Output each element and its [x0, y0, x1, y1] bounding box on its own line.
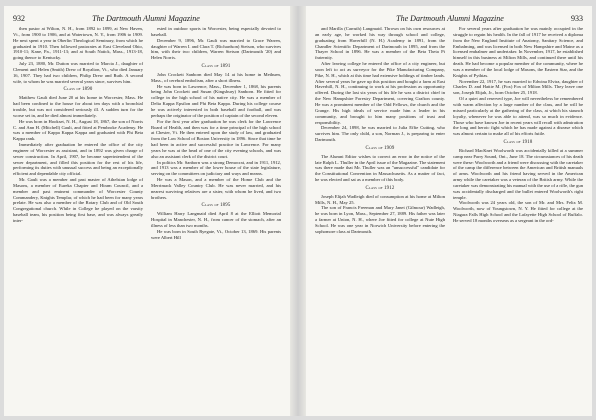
paragraph: Joseph Elijah Wadleigh died of consumption at his home at Milton Mills, N. H., May 25. [315, 193, 445, 205]
left-page-header [13, 14, 281, 23]
right-page-header [315, 14, 583, 23]
right-page [306, 6, 592, 416]
class-heading: Class of 1895 [201, 203, 231, 209]
right-running-title: The Dartmouth Alumni Magazine [396, 14, 504, 23]
page-gutter [290, 6, 306, 416]
class-heading: Class of 1891 [201, 64, 231, 70]
right-column-1 [315, 26, 445, 235]
paragraph: ested in outdoor sports in Worcester, being especially devoted to baseball. [151, 26, 281, 37]
paragraph: He was born in Lawrence, Mass., December 1, 1868, his parents being John Crockett and Susan (Kingsbury) Sanborn. He fitted for college in the high school of his native city. He was a member of Delta Kappa Epsilon and Phi Beta Kappa. During his college course he was actively interested in both baseball and football, and was perhaps the originator of the position of captain of the second eleven. [151, 83, 281, 118]
paragraph: December 24, 1898, he was married to Julia Effie Cutting, who survives him. The only child, a son, Norman J., is preparing to enter Dartmouth. [315, 125, 445, 143]
paragraph: He was a Mason, and a member of the Home Club and the Merrimack Valley Country Club. He was never married, and his nearest surviving relatives are a sister, with whom he lived, and two brothers. [151, 177, 281, 200]
left-column-1 [13, 26, 143, 241]
paragraph: July 23, 1880, Mr. Dutton was married to Marcia J., daughter of Clement and Helen (Smith) Drew of Royalton, Vt., who died January 16, 1907. They had two children, Philip Drew and Ruth. A second wife, to whom he was married several years since, survives him. [13, 61, 143, 84]
right-column-2 [453, 26, 583, 235]
paragraph: The son of Francis Freeman and Mary Janet (Gilmour) Wadleigh, he was born in Lyon, Mass., September 27, 1889. His father was later a farmer at Union, N. H., where Joe fitted for college at Nute High School. He was one year in Norwich University before entering the sophomore class at Dartmouth. [315, 205, 445, 234]
paragraph: He was born in South Ryegate, Vt., October 13, 1869. His parents were Albert Hill [151, 228, 281, 240]
class-heading: Class of 1890 [63, 87, 93, 93]
right-page-number: 933 [570, 14, 583, 23]
paragraph: William Harry Langmaid died April 8 at the Elliott Memorial Hospital in Manchester, N. H., from cancer of the stomach, after an illness of less than two months. [151, 211, 281, 228]
paragraph: then pastor at Wilton, N. H., from 1892 to 1899, at New Haven, Vt., from 1900 to 1906, and at Watertown, N. Y., from 1906 to 1909. He next spent a year in Oberlin Theological Seminary, from which he graduated in 1910. Then followed pastorates at East Cleveland Ohio, 1910-11; Kane, Pa., 1911-13; and at South Natick, Mass., 1913-18, going thence to Kentucky. [13, 26, 143, 61]
class-heading: Class of 1909 [365, 145, 395, 151]
paragraph: For several years after graduation he was mainly occupied in the struggle to regain his health. In the fall of 1917 he received a diploma from the New England Institute of Anatomy, Sanitary Science, and Embalming, and was licensed in both New Hampshire and Maine as a licensed embalmer and undertaker. In November, 1917, he established himself in this business at Milton Mills, and continued there until his death. He had become a popular member of the community, where he was a member of the local lodge of Masons, the Eastern Star, and the Knights of Pythias. [453, 26, 583, 78]
paragraph: After leaving college he entered the office of a city engineer, but soon left to act as surveyor for the Pike Manufacturing Company, Pike, N. H., which at this time had extensive holdings of timber lands. After several years he gave up this position and bought a farm at East Haverhill, N. H., continuing to work at his profession as opportunity offered. During the last six years of his life he was a district chief in the New Hampshire Forestry Department, covering Grafton county. He was a prominent member of the Odd Fellows, the church and the Grange. His high ideals of service made him a leader in his community, and brought to him many positions of trust and responsibility. [315, 61, 445, 125]
class-heading: Class of 1912 [365, 185, 395, 191]
paragraph: December 9, 1896, Mr. Gault was married to Grace Warren, daughter of Warren I. and Clara T. (Richardson) Stetson, who survives him, with their two children, Warren Stetson (Dartmouth '20) and Helen Norris. [151, 37, 281, 61]
class-heading: Class of 1918 [503, 140, 533, 146]
paragraph: Of a quiet and reserved type, Joe will nevertheless be remembered with warm affection by a large number of the class, and he will be missed particularly at the gathering of the class, at which his staunch loyalty, whenever he was able to attend, was so much in evidence. Those who have known Joe in recent years will recall with admiration the long and heroic fight which he has made against a disease which was almost certain to make all of his efforts futile. [453, 96, 583, 137]
paragraph: In politics Mr. Sanborn was a strong Democrat, and in 1911, 1912, and 1913 was a member of the lower house of the state legislature, serving on the committees on judiciary and ways and means. [151, 159, 281, 177]
paragraph: Immediately after graduation he entered the office of the city engineer of Worcester as assistant, and in 1892 was given charge of sewer construction. In April, 1907, he became superintendent of the sewer department, and filled this position for the rest of his life, performing its duties with unusual success and being an exceptionally efficient and dependable city official. [13, 142, 143, 177]
paragraph: The Alumni Editor wishes to correct an error in the notice of the late Ralph L. Thuller in the April issue of the Magazine. The statement was there made that Mr. Thuller was an "unsuccessful" candidate for the Constitutional Convention in Massachusetts. As a matter of fact, he was elected and sat as a member of this body. [315, 153, 445, 183]
paragraph: Mr. Gault was a member and past master of Athelstan lodge of Masons, a member of Eureka Chapter and Hiram Council, and a member and past eminent commander of Worcester County Commandery, Knights Templar, of which he had been for many years prelate. He was also a member of the Rotary Club and of Old South Congregational church. While in College he played on the varsity baseball team, his position being first base, and was always greatly inter- [13, 177, 143, 223]
paragraph: Richard MacKnet Woolworth was accidentally killed at a summer camp near Parry Sound, Ont., June 18. The circumstances of his death were these: Woolworth and a friend were discussing with the caretaker of the camp the difference between the American and British manuals of arms. Woolworth and his friend having served in the American army while the caretaker was a veteran of the British army. While the caretaker was demonstrating his manual with the use of a rifle, the gun was accidentally discharged and the bullet entered Woolworth's right temple. [453, 147, 583, 200]
paragraph: John Crockett Sanborn died May 14 at his home in Methuen, Mass., of cerebral embolism, after a short illness. [151, 71, 281, 83]
paragraph: Matthew Gault died June 20 at his home in Worcester, Mass. He had been confined to the house for about ten days with a bronchial trouble, but was not considered seriously ill. A sudden turn for the worse set in, and he died almost immediately. [13, 95, 143, 118]
left-page-number: 932 [13, 14, 25, 23]
left-column-2 [151, 26, 281, 241]
paragraph: He was born in Hookset, N. H., August 18, 1867, the son of Norris C. and Ann H. (Mitchell) Gault, and fitted at Pembroke Academy. He was a member of Kappa Kappa Kappa and graduated with Phi Beta Kappa rank. [13, 118, 143, 142]
left-running-title: The Dartmouth Alumni Magazine [92, 14, 200, 23]
left-page [4, 6, 290, 416]
paragraph: Woolworth was 24 years old, the son of Mr. and Mrs. Felix M. Woolworth, now of Youngstown, N. Y. He fitted for college at the Niagara Falls High School and the Lafayette High School of Buffalo. He served 18 months overseas as a sergeant in the ord- [453, 200, 583, 223]
paragraph: November 22, 1917, he was married to Edwina Elvira, daughter of Charles D. and Hattie M. (Fox) Fox of Milton Mills. They leave one son, Joseph Elijah, Jr., born October 25, 1918. [453, 78, 583, 96]
paragraph: For the first year after graduation he was clerk for the Lawrence Board of Health, and then was for a time principal of the high school at Chester, Vt. He then entered upon the study of law, and graduated from the Law School of Boston University in 1896. Since that time he had been in active and successful practice in Lawrence. For many years he was at the head of one of the city evening schools, and was also an assistant clerk of the district court. [151, 118, 281, 159]
paragraph: and Marilla (Carruth) Langmaid. Thrown on his own resources at an early age, he worked his way through school and college, graduating from Haverhill (N. H.) Academy in 1891, from the Chandler Scientific Department of Dartmouth in 1895, and from the Thayer School in 1896. He was a member of the Beta Theta Pi fraternity. [315, 26, 445, 61]
